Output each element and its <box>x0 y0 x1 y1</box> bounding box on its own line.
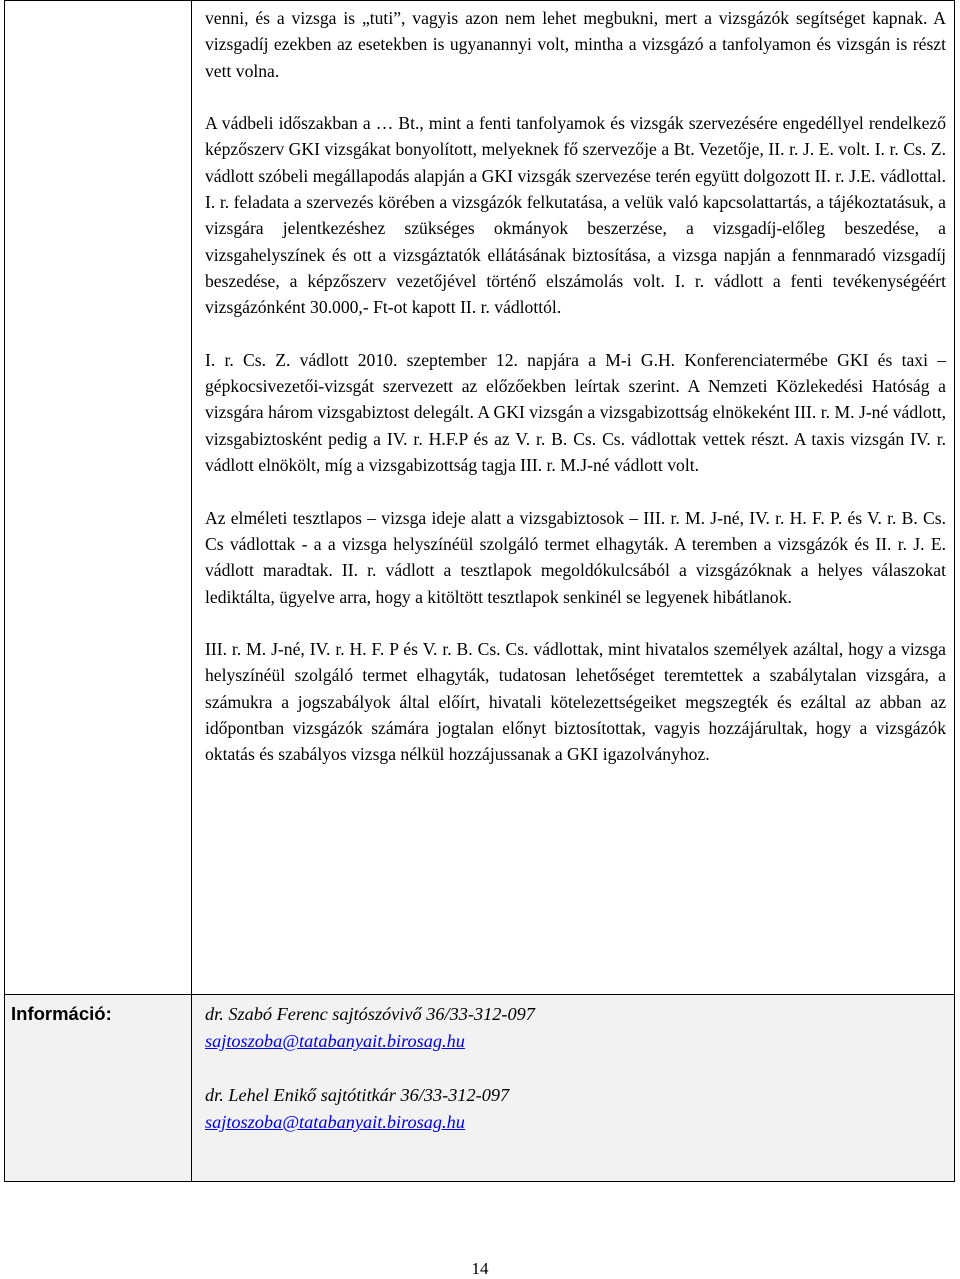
contact-name-line: dr. Lehel Enikő sajtótitkár 36/33-312-097 <box>205 1085 510 1105</box>
contact-entry <box>205 1001 946 1055</box>
body-paragraph: III. r. M. J-né, IV. r. H. F. P és V. r. B. Cs. Cs. vádlottak, mint hivatalos személyek azáltal, hogy a vizsga helyszínéül szolgáló termet elhagyták, tudatosan lehetőséget teremtettek a szabálytalan vizsgára, a számukra a jogszabályok által előírt, hivatali kötelezettségeiket megszegték és ezáltal az abban az időpontban vizsgázók számára jogtalan előnyt biztosítottak, vagyis hozzájárultak, hogy a vizsgázók oktatás és szabályos vizsga nélkül hozzájussanak a GKI igazolványhoz. <box>205 639 946 765</box>
info-row <box>5 995 955 1182</box>
contact-email-link[interactable]: sajtoszoba@tatabanyait.birosag.hu <box>205 1112 465 1132</box>
contact-name-line: dr. Szabó Ferenc sajtószóvivő 36/33-312-097 <box>205 1004 535 1024</box>
info-content <box>192 995 954 1136</box>
info-label-cell <box>5 995 192 1182</box>
page-number: 14 <box>471 1259 489 1278</box>
contact-entry <box>205 1082 946 1136</box>
body-paragraph: A vádbeli időszakban a … Bt., mint a fenti tanfolyamok és vizsgák szervezésére engedéllyel rendelkező képzőszerv GKI vizsgákat bonyolított, melyeknek fő szervezője a Bt. Vezetője, II. r. J. E. volt. I. r. Cs. Z. vádlott szóbeli megállapodás alapján a GKI vizsgák szervezése terén együtt dolgozott II. r. J.E. vádlottal. I. r. feladata a szervezés körében a vizsgázók felkutatása, a velük való kapcsolattartás, a tájékoztatásuk, a vizsgára jelentkezéshez szükséges okmányok beszerzése, a vizsgadíj-előleg beszedése, a vizsgahelyszínek és ott a vizsgáztatók ellátásának biztosítása, a vizsga napján a fennmaradó vizsgadíj beszedése, a képzőszerv vezetőjével történő elszámolás volt. I. r. vádlott a fenti tevékenységéért vizsgázónként 30.000,- Ft-ot kapott II. r. vádlottól. <box>205 113 946 318</box>
info-content-cell <box>192 995 955 1182</box>
body-paragraph: venni, és a vizsga is „tuti”, vagyis azon nem lehet megbukni, mert a vizsgázók segítséget kapnak. A vizsgadíj ezekben az esetekben is ugyanannyi volt, mintha a vizsgázó a tanfolyamon és vizsgán is részt vett volna. <box>205 8 946 81</box>
info-label: Információ: <box>11 1003 112 1024</box>
body-paragraph: I. r. Cs. Z. vádlott 2010. szeptember 12. napjára a M-i G.H. Konferenciatermébe GKI és taxi – gépkocsivezetői-vizsgát szervezett az előzőekben leírtak szerint. A Nemzeti Közlekedési Hatóság a vizsgára három vizsgabiztost delegált. A GKI vizsgán a vizsgabizottság elnökeként III. r. M. J-né vádlott, vizsgabiztosként pedig a IV. r. H.F.P és az V. r. B. Cs. Cs. vádlottak vettek részt. A taxis vizsgán IV. r. vádlott elnökölt, míg a vizsgabizottság tagja III. r. M.J-né vádlott volt. <box>205 349 946 476</box>
body-text-cell <box>192 1 955 995</box>
body-paragraph: Az elméleti tesztlapos – vizsga ideje alatt a vizsgabiztosok – III. r. M. J-né, IV. r. H. F. P. és V. r. B. Cs. Cs vádlottak - a a vizsga helyszínéül szolgáló termet elhagyták. A teremben a vizsgázók és II. r. J. E. vádlott maradtak. II. r. vádlott a tesztlapok megoldókulcsából a vizsgázóknak a helyes válaszokat lediktálta, ügyelve arra, hogy a kitöltött tesztlapok senkinél se legyenek hibátlanok. <box>205 507 946 607</box>
body-row <box>5 1 955 995</box>
left-empty-cell <box>5 1 192 995</box>
contact-email-link[interactable]: sajtoszoba@tatabanyait.birosag.hu <box>205 1031 465 1051</box>
document-table <box>4 0 955 1182</box>
body-text <box>192 1 954 768</box>
